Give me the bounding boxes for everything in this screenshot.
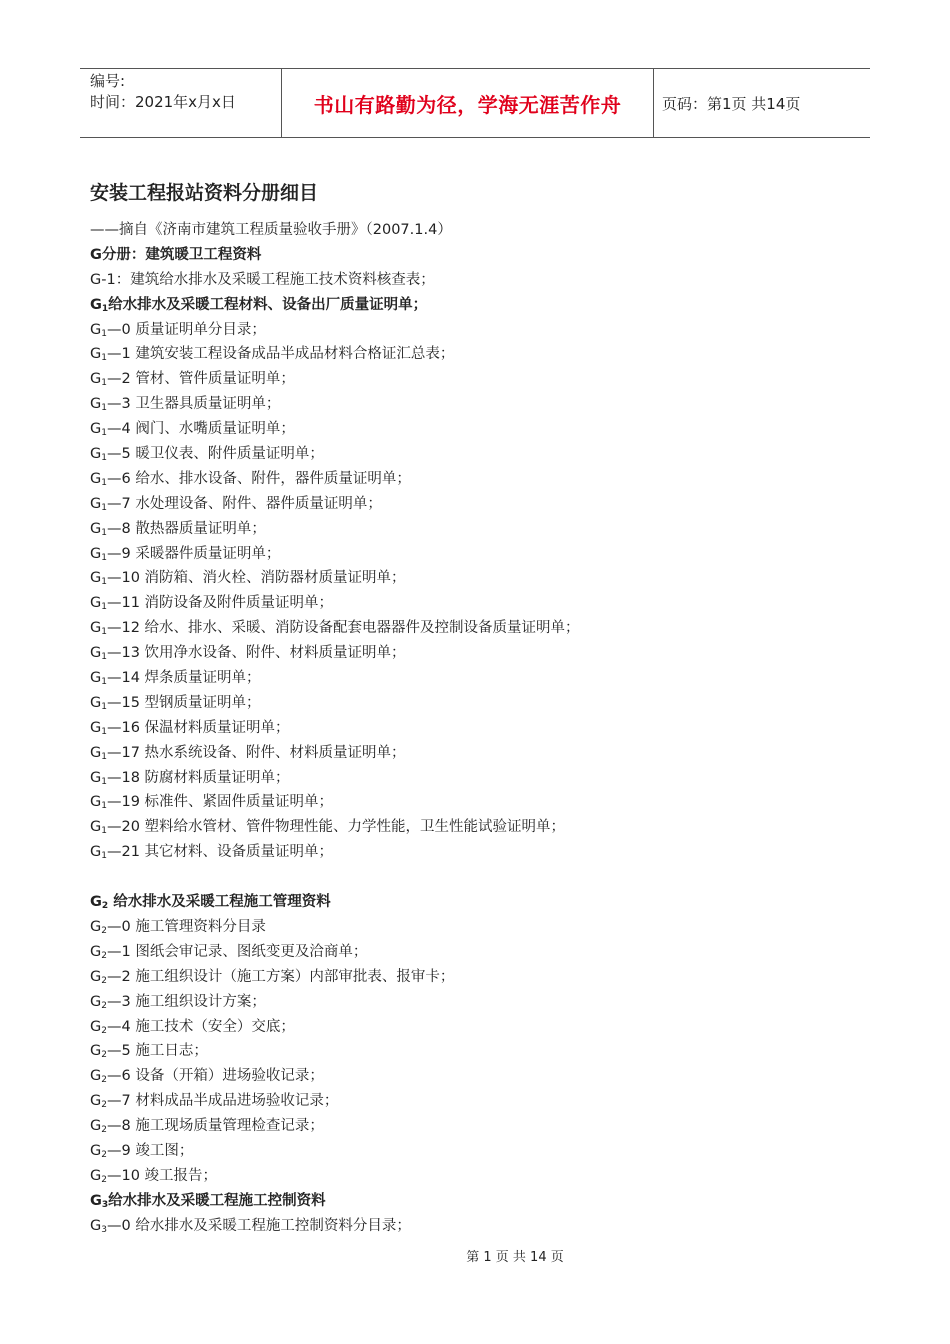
item-code: G bbox=[90, 520, 102, 537]
item-text: —3 卫生器具质量证明单； bbox=[106, 396, 281, 413]
item-text: —5 施工日志； bbox=[106, 1043, 208, 1060]
blank-line bbox=[90, 865, 870, 890]
item-code-subscript: 2 bbox=[101, 1050, 107, 1061]
list-item bbox=[90, 641, 870, 666]
list-item bbox=[90, 467, 870, 492]
item-code: G bbox=[90, 794, 102, 811]
item-code-subscript: 1 bbox=[101, 477, 107, 488]
item-text: 给水排水及采暖工程材料、设备出厂质量证明单； bbox=[108, 296, 428, 313]
item-code: G bbox=[90, 645, 102, 662]
item-code-subscript: 1 bbox=[101, 652, 107, 663]
list-item bbox=[90, 566, 870, 591]
header-page-label: 页码：第1页 共14页 bbox=[662, 94, 801, 113]
item-code: G bbox=[90, 1018, 102, 1035]
item-code: G bbox=[90, 744, 102, 761]
item-code-subscript: 1 bbox=[101, 527, 107, 538]
item-code-subscript: 1 bbox=[101, 577, 107, 588]
list-item bbox=[90, 1089, 870, 1114]
list-item bbox=[90, 442, 870, 467]
section-heading bbox=[90, 243, 870, 268]
header-motto: 书山有路勤为径，学海无涯苦作舟 bbox=[282, 69, 654, 137]
item-code-subscript: 2 bbox=[101, 950, 107, 961]
section-heading bbox=[90, 1189, 870, 1214]
item-text: —14 焊条质量证明单； bbox=[106, 670, 261, 687]
list-item bbox=[90, 417, 870, 442]
list-item bbox=[90, 1139, 870, 1164]
item-code: G bbox=[90, 670, 102, 687]
item-code-subscript: 1 bbox=[101, 627, 107, 638]
item-code: G bbox=[90, 993, 102, 1010]
item-code: G bbox=[90, 570, 102, 587]
section-heading bbox=[90, 293, 870, 318]
item-text: —19 标准件、紧固件质量证明单； bbox=[106, 794, 334, 811]
item-text: —11 消防设备及附件质量证明单； bbox=[106, 595, 334, 612]
item-text: —4 阀门、水嘴质量证明单； bbox=[106, 421, 295, 438]
item-code: G bbox=[90, 470, 102, 487]
item-code: G bbox=[90, 1192, 102, 1209]
item-text: —9 竣工图； bbox=[106, 1142, 194, 1159]
list-item bbox=[90, 1214, 870, 1239]
document-body bbox=[90, 218, 870, 1239]
list-item bbox=[90, 1015, 870, 1040]
item-code-subscript: 1 bbox=[101, 378, 107, 389]
item-text: 给水排水及采暖工程施工管理资料 bbox=[108, 894, 331, 911]
item-code-subscript: 1 bbox=[101, 751, 107, 762]
item-text: —20 塑料给水管材、管件物理性能、力学性能，卫生性能试验证明单； bbox=[106, 819, 566, 836]
item-text: —2 管材、管件质量证明单； bbox=[106, 371, 295, 388]
item-code: G bbox=[90, 968, 102, 985]
item-code: G bbox=[90, 894, 102, 911]
list-item bbox=[90, 915, 870, 940]
document-title: 安装工程报站资料分册细目 bbox=[90, 182, 319, 204]
list-item bbox=[90, 790, 870, 815]
item-code: G bbox=[90, 1043, 102, 1060]
item-text: G-1：建筑给水排水及采暖工程施工技术资料核查表； bbox=[90, 271, 435, 288]
item-code-subscript: 3 bbox=[101, 1199, 109, 1210]
item-text: —10 消防箱、消火栓、消防器材质量证明单； bbox=[106, 570, 406, 587]
item-code: G bbox=[90, 918, 102, 935]
item-code: G bbox=[90, 346, 102, 363]
item-code: G bbox=[90, 421, 102, 438]
list-item bbox=[90, 990, 870, 1015]
page-footer: 第 1 页 共 14 页 bbox=[466, 1250, 564, 1265]
item-code-subscript: 1 bbox=[101, 826, 107, 837]
item-code: G bbox=[90, 769, 102, 786]
item-text: —17 热水系统设备、附件、材料质量证明单； bbox=[106, 744, 406, 761]
item-text: —6 设备（开箱）进场验收记录； bbox=[106, 1068, 324, 1085]
item-code-subscript: 1 bbox=[101, 701, 107, 712]
item-code-subscript: 2 bbox=[101, 1000, 107, 1011]
item-text: —21 其它材料、设备质量证明单； bbox=[106, 844, 334, 861]
item-code-subscript: 1 bbox=[101, 776, 107, 787]
item-code: G bbox=[90, 371, 102, 388]
item-text: —7 水处理设备、附件、器件质量证明单； bbox=[106, 495, 382, 512]
item-code-subscript: 3 bbox=[101, 1224, 107, 1235]
item-text: G分册：建筑暖卫工程资料 bbox=[90, 246, 262, 263]
item-code: G bbox=[90, 396, 102, 413]
item-code-subscript: 1 bbox=[101, 353, 107, 364]
item-code-subscript: 2 bbox=[101, 1174, 107, 1185]
item-code-subscript: 1 bbox=[101, 502, 107, 513]
list-item bbox=[90, 815, 870, 840]
item-text: —10 竣工报告； bbox=[106, 1167, 218, 1184]
item-code: G bbox=[90, 1118, 102, 1135]
item-code-subscript: 1 bbox=[101, 403, 107, 414]
list-item bbox=[90, 268, 870, 293]
list-item bbox=[90, 542, 870, 567]
list-item bbox=[90, 1114, 870, 1139]
item-code: G bbox=[90, 1142, 102, 1159]
item-text: —1 建筑安装工程设备成品半成品材料合格证汇总表； bbox=[106, 346, 455, 363]
item-code-subscript: 2 bbox=[101, 1100, 107, 1111]
item-text: —13 饮用净水设备、附件、材料质量证明单； bbox=[106, 645, 406, 662]
item-text: —4 施工技术（安全）交底； bbox=[106, 1018, 295, 1035]
date-label: 时间：2021年x月x日 bbox=[90, 93, 236, 111]
item-code: G bbox=[90, 296, 102, 313]
item-text: —7 材料成品半成品进场验收记录； bbox=[106, 1093, 339, 1110]
item-text: —5 暖卫仪表、附件质量证明单； bbox=[106, 446, 324, 463]
source-line: ——摘自《济南市建筑工程质量验收手册》（2007.1.4） bbox=[90, 222, 452, 238]
item-text: 给水排水及采暖工程施工控制资料 bbox=[108, 1192, 326, 1209]
item-code-subscript: 2 bbox=[101, 975, 107, 986]
item-code-subscript: 2 bbox=[101, 925, 107, 936]
item-text: —0 质量证明单分目录； bbox=[106, 321, 266, 338]
item-text: —12 给水、排水、采暖、消防设备配套电器器件及控制设备质量证明单； bbox=[106, 620, 580, 637]
serial-label: 编号: bbox=[90, 72, 126, 90]
item-text: —3 施工组织设计方案； bbox=[106, 993, 266, 1010]
item-code: G bbox=[90, 1068, 102, 1085]
list-item bbox=[90, 517, 870, 542]
item-code: G bbox=[90, 844, 102, 861]
item-text: —16 保温材料质量证明单； bbox=[106, 719, 290, 736]
list-item bbox=[90, 616, 870, 641]
item-code-subscript: 1 bbox=[101, 677, 107, 688]
item-code: G bbox=[90, 819, 102, 836]
list-item bbox=[90, 392, 870, 417]
list-item bbox=[90, 1164, 870, 1189]
item-code: G bbox=[90, 943, 102, 960]
item-text: —0 施工管理资料分目录 bbox=[106, 918, 266, 935]
list-item bbox=[90, 965, 870, 990]
item-code: G bbox=[90, 694, 102, 711]
list-item bbox=[90, 318, 870, 343]
item-code-subscript: 2 bbox=[101, 1125, 107, 1136]
list-item bbox=[90, 342, 870, 367]
item-code-subscript: 1 bbox=[101, 328, 107, 339]
item-text: —0 给水排水及采暖工程施工控制资料分目录； bbox=[106, 1217, 411, 1234]
item-text: —1 图纸会审记录、图纸变更及洽商单； bbox=[106, 943, 368, 960]
item-code-subscript: 1 bbox=[101, 552, 107, 563]
item-text: —15 型钢质量证明单； bbox=[106, 694, 261, 711]
list-item bbox=[90, 691, 870, 716]
list-item bbox=[90, 367, 870, 392]
list-item bbox=[90, 716, 870, 741]
item-code: G bbox=[90, 545, 102, 562]
section-heading bbox=[90, 890, 870, 915]
page-header bbox=[80, 68, 870, 138]
item-code: G bbox=[90, 595, 102, 612]
item-code-subscript: 2 bbox=[101, 1149, 107, 1160]
item-code: G bbox=[90, 620, 102, 637]
item-text: —8 散热器质量证明单； bbox=[106, 520, 266, 537]
item-code: G bbox=[90, 1093, 102, 1110]
item-code-subscript: 1 bbox=[101, 801, 107, 812]
list-item bbox=[90, 840, 870, 865]
item-code-subscript: 1 bbox=[101, 303, 109, 314]
list-item bbox=[90, 741, 870, 766]
header-meta bbox=[80, 69, 282, 137]
item-code-subscript: 1 bbox=[101, 453, 107, 464]
item-text: —8 施工现场质量管理检查记录； bbox=[106, 1118, 324, 1135]
list-item bbox=[90, 666, 870, 691]
item-code-subscript: 1 bbox=[101, 428, 107, 439]
item-code: G bbox=[90, 1217, 102, 1234]
item-code: G bbox=[90, 321, 102, 338]
list-item bbox=[90, 1064, 870, 1089]
item-code-subscript: 1 bbox=[101, 602, 107, 613]
item-code: G bbox=[90, 495, 102, 512]
list-item bbox=[90, 940, 870, 965]
item-code: G bbox=[90, 446, 102, 463]
item-text: —18 防腐材料质量证明单； bbox=[106, 769, 290, 786]
item-text: —2 施工组织设计（施工方案）内部审批表、报审卡； bbox=[106, 968, 455, 985]
list-item bbox=[90, 492, 870, 517]
item-text: —9 采暖器件质量证明单； bbox=[106, 545, 281, 562]
item-code-subscript: 2 bbox=[101, 1025, 107, 1036]
item-code-subscript: 2 bbox=[101, 1075, 107, 1086]
item-code: G bbox=[90, 1167, 102, 1184]
item-text: —6 给水、排水设备、附件，器件质量证明单； bbox=[106, 470, 411, 487]
item-code-subscript: 2 bbox=[101, 901, 109, 912]
item-code-subscript: 1 bbox=[101, 726, 107, 737]
item-code-subscript: 1 bbox=[101, 851, 107, 862]
item-code: G bbox=[90, 719, 102, 736]
list-item bbox=[90, 591, 870, 616]
list-item bbox=[90, 766, 870, 791]
list-item bbox=[90, 1039, 870, 1064]
